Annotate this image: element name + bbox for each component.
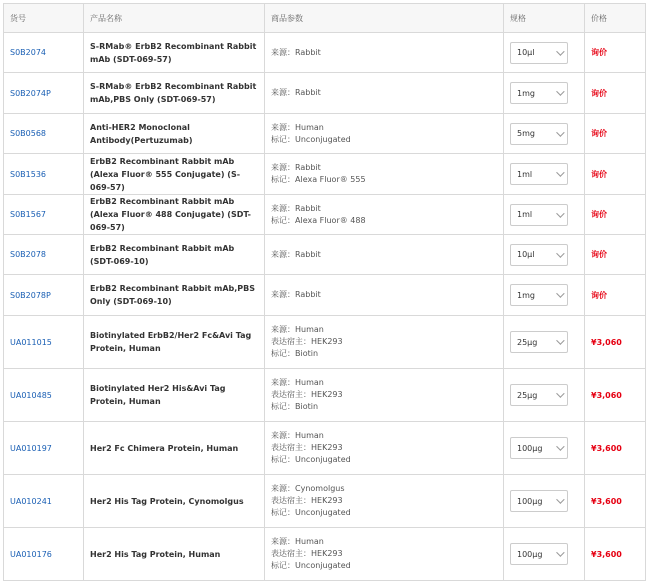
spec-cell xyxy=(504,195,585,235)
chevron-down-icon xyxy=(556,87,564,95)
spec-select[interactable] xyxy=(510,384,568,406)
header-spec: 规格 xyxy=(504,4,585,33)
param-line: 表达宿主：HEK293 xyxy=(271,496,343,505)
header-price: 价格 xyxy=(585,4,646,33)
spec-value: 100μg xyxy=(517,443,543,453)
table-row xyxy=(4,114,646,154)
param-line: 表达宿主：HEK293 xyxy=(271,337,343,346)
param-line: 来源：Human xyxy=(271,378,324,387)
sku-cell xyxy=(4,528,84,581)
chevron-down-icon xyxy=(556,168,564,176)
chevron-down-icon xyxy=(556,336,564,344)
param-line: 来源：Rabbit xyxy=(271,88,321,97)
spec-select[interactable] xyxy=(510,163,568,185)
param-line: 标记：Unconjugated xyxy=(271,561,351,570)
chevron-down-icon xyxy=(556,442,564,450)
param-line: 标记：Unconjugated xyxy=(271,508,351,517)
sku-link[interactable]: UA010197 xyxy=(10,443,52,453)
price-cell: ¥3,060 xyxy=(585,369,646,422)
spec-select[interactable] xyxy=(510,437,568,459)
product-name: Her2 His Tag Protein, Cynomolgus xyxy=(84,475,265,528)
param-line: 表达宿主：HEK293 xyxy=(271,390,343,399)
chevron-down-icon xyxy=(556,128,564,136)
table-row xyxy=(4,316,646,369)
sku-cell xyxy=(4,475,84,528)
param-line: 表达宿主：HEK293 xyxy=(271,549,343,558)
product-name: ErbB2 Recombinant Rabbit mAb (Alexa Fluor® 488 Conjugate) (SDT-069-57) xyxy=(84,195,265,235)
spec-cell xyxy=(504,33,585,73)
table-row xyxy=(4,369,646,422)
table-row xyxy=(4,422,646,475)
table-row xyxy=(4,275,646,316)
price-cell: 询价 xyxy=(585,235,646,275)
sku-link[interactable]: S0B0568 xyxy=(10,129,47,138)
sku-link[interactable]: S0B2078P xyxy=(10,290,51,300)
spec-cell xyxy=(504,154,585,195)
product-name: S-RMab® ErbB2 Recombinant Rabbit mAb (SDT-069-57) xyxy=(84,33,265,73)
spec-value: 1ml xyxy=(517,210,533,219)
table-row xyxy=(4,154,646,195)
param-line: 来源：Rabbit xyxy=(271,249,321,259)
product-name: Biotinylated ErbB2/Her2 Fc&Avi Tag Protein, Human xyxy=(84,316,265,369)
product-name: ErbB2 Recombinant Rabbit mAb (Alexa Fluor® 555 Conjugate) (S-069-57) xyxy=(84,154,265,195)
sku-cell xyxy=(4,73,84,114)
price-cell: ¥3,600 xyxy=(585,528,646,581)
product-table xyxy=(3,3,646,581)
product-name: Her2 His Tag Protein, Human xyxy=(84,528,265,581)
product-params xyxy=(265,33,504,73)
table-row xyxy=(4,475,646,528)
chevron-down-icon xyxy=(556,289,564,297)
table-row xyxy=(4,235,646,275)
sku-link[interactable]: S0B2078 xyxy=(10,250,47,259)
price-cell: 询价 xyxy=(585,73,646,114)
product-name: Her2 Fc Chimera Protein, Human xyxy=(84,422,265,475)
table-header-row xyxy=(4,4,646,33)
sku-link[interactable]: UA010485 xyxy=(10,390,52,400)
param-line: 标记：Alexa Fluor® 555 xyxy=(271,175,366,184)
sku-cell xyxy=(4,195,84,235)
table-row xyxy=(4,33,646,73)
spec-select[interactable] xyxy=(510,490,568,512)
sku-link[interactable]: S0B1536 xyxy=(10,169,47,179)
spec-cell xyxy=(504,475,585,528)
spec-value: 1mg xyxy=(517,290,535,300)
spec-value: 1ml xyxy=(517,169,533,179)
spec-select[interactable] xyxy=(510,244,568,266)
spec-select[interactable] xyxy=(510,204,568,226)
spec-cell xyxy=(504,275,585,316)
product-params xyxy=(265,369,504,422)
sku-cell xyxy=(4,275,84,316)
spec-cell xyxy=(504,73,585,114)
param-line: 来源：Human xyxy=(271,325,324,334)
price-cell: ¥3,600 xyxy=(585,422,646,475)
spec-select[interactable] xyxy=(510,331,568,353)
price-cell: 询价 xyxy=(585,154,646,195)
product-name: Anti-HER2 Monoclonal Antibody(Pertuzumab) xyxy=(84,114,265,154)
spec-select[interactable] xyxy=(510,42,568,64)
product-params xyxy=(265,154,504,195)
sku-link[interactable]: UA011015 xyxy=(10,337,52,347)
spec-select[interactable] xyxy=(510,123,568,145)
sku-cell xyxy=(4,33,84,73)
header-sku: 货号 xyxy=(4,4,84,33)
spec-select[interactable] xyxy=(510,543,568,565)
price-cell: 询价 xyxy=(585,114,646,154)
sku-link[interactable]: S0B2074P xyxy=(10,88,51,98)
product-params xyxy=(265,475,504,528)
product-params xyxy=(265,316,504,369)
product-params xyxy=(265,235,504,275)
spec-value: 100μg xyxy=(517,496,543,506)
sku-cell xyxy=(4,235,84,275)
param-line: 来源：Rabbit xyxy=(271,203,321,213)
product-params xyxy=(265,422,504,475)
spec-cell xyxy=(504,528,585,581)
chevron-down-icon xyxy=(556,389,564,397)
product-name: ErbB2 Recombinant Rabbit mAb,PBS Only (SDT-069-10) xyxy=(84,275,265,316)
sku-link[interactable]: UA010241 xyxy=(10,496,52,506)
spec-value: 5mg xyxy=(517,129,535,138)
sku-cell xyxy=(4,422,84,475)
param-line: 来源：Rabbit xyxy=(271,47,321,57)
sku-link[interactable]: S0B1567 xyxy=(10,210,47,219)
product-params xyxy=(265,275,504,316)
price-cell: ¥3,600 xyxy=(585,475,646,528)
sku-link[interactable]: S0B2074 xyxy=(10,48,47,57)
sku-cell xyxy=(4,316,84,369)
spec-cell xyxy=(504,369,585,422)
spec-value: 1mg xyxy=(517,88,535,98)
product-params xyxy=(265,73,504,114)
spec-value: 100μg xyxy=(517,549,543,559)
spec-value: 25μg xyxy=(517,390,538,400)
product-name: S-RMab® ErbB2 Recombinant Rabbit mAb,PBS Only (SDT-069-57) xyxy=(84,73,265,114)
price-cell: 询价 xyxy=(585,33,646,73)
spec-cell xyxy=(504,422,585,475)
spec-value: 25μg xyxy=(517,337,538,347)
sku-link[interactable]: UA010176 xyxy=(10,549,52,559)
price-cell: 询价 xyxy=(585,195,646,235)
spec-cell xyxy=(504,235,585,275)
param-line: 标记：Unconjugated xyxy=(271,134,351,144)
header-params: 商品参数 xyxy=(265,4,504,33)
param-line: 来源：Cynomolgus xyxy=(271,484,345,493)
param-line: 标记：Biotin xyxy=(271,402,319,411)
chevron-down-icon xyxy=(556,548,564,556)
param-line: 表达宿主：HEK293 xyxy=(271,443,343,452)
param-line: 来源：Human xyxy=(271,431,324,440)
spec-select[interactable] xyxy=(510,82,568,104)
chevron-down-icon xyxy=(556,249,564,257)
sku-cell xyxy=(4,369,84,422)
spec-value: 10μl xyxy=(517,48,535,57)
product-name: Biotinylated Her2 His&Avi Tag Protein, Human xyxy=(84,369,265,422)
spec-value: 10μl xyxy=(517,250,535,259)
price-cell: 询价 xyxy=(585,275,646,316)
table-body xyxy=(4,33,646,581)
param-line: 来源：Human xyxy=(271,537,324,546)
param-line: 标记：Alexa Fluor® 488 xyxy=(271,215,366,225)
table-row xyxy=(4,528,646,581)
param-line: 标记：Unconjugated xyxy=(271,455,351,464)
chevron-down-icon xyxy=(556,209,564,217)
price-cell: ¥3,060 xyxy=(585,316,646,369)
spec-cell xyxy=(504,316,585,369)
param-line: 标记：Biotin xyxy=(271,349,319,358)
product-params xyxy=(265,195,504,235)
product-name: ErbB2 Recombinant Rabbit mAb (SDT-069-10) xyxy=(84,235,265,275)
param-line: 来源：Rabbit xyxy=(271,290,321,299)
spec-cell xyxy=(504,114,585,154)
sku-cell xyxy=(4,154,84,195)
product-params xyxy=(265,114,504,154)
param-line: 来源：Rabbit xyxy=(271,163,321,172)
sku-cell xyxy=(4,114,84,154)
product-params xyxy=(265,528,504,581)
table-row xyxy=(4,195,646,235)
spec-select[interactable] xyxy=(510,284,568,306)
param-line: 来源：Human xyxy=(271,122,324,132)
chevron-down-icon xyxy=(556,47,564,55)
chevron-down-icon xyxy=(556,495,564,503)
header-name: 产品名称 xyxy=(84,4,265,33)
table-row xyxy=(4,73,646,114)
